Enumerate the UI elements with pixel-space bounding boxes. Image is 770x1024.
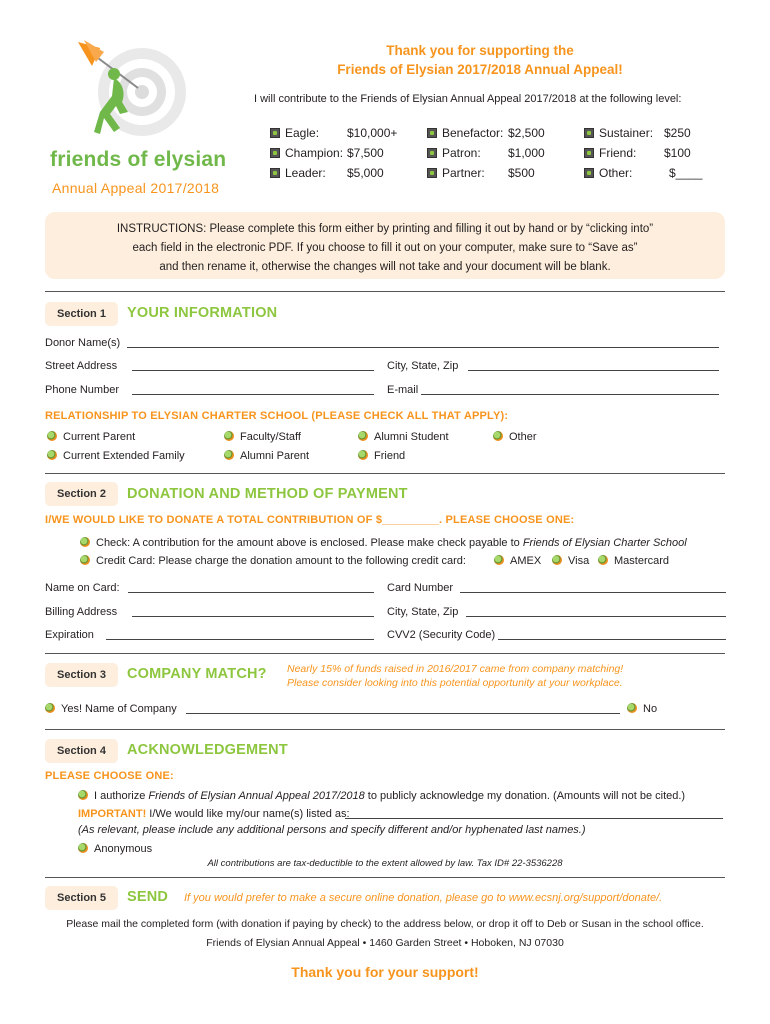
phone-label: Phone Number bbox=[45, 384, 119, 396]
checkbox-icon bbox=[270, 148, 280, 158]
expiration-label: Expiration bbox=[45, 629, 94, 641]
instructions-box: INSTRUCTIONS: Please complete this form either by printing and filling it out by hand or by “clicking into” each field in the electronic PDF. If you choose to fill it out on your computer, make sure to “Save as” and then rename it, otherwise the changes will not take and your document will be blank. bbox=[45, 212, 725, 279]
radio-icon bbox=[78, 790, 88, 800]
name-on-card-label: Name on Card: bbox=[45, 582, 120, 594]
option-alumni-student[interactable]: Alumni Student bbox=[358, 431, 449, 443]
level-champion[interactable]: Champion: $7,500 bbox=[270, 146, 384, 160]
mailing-address: Friends of Elysian Annual Appeal • 1460 Garden Street • Hoboken, NJ 07030 bbox=[206, 937, 564, 949]
level-other[interactable]: Other: $____ bbox=[584, 166, 702, 180]
radio-icon bbox=[78, 843, 88, 853]
option-amex[interactable]: AMEX bbox=[494, 555, 541, 567]
relationship-label: RELATIONSHIP TO ELYSIAN CHARTER SCHOOL (PLEASE CHECK ALL THAT APPLY): bbox=[45, 410, 509, 422]
section2-title: DONATION AND METHOD OF PAYMENT bbox=[127, 486, 408, 502]
option-visa[interactable]: Visa bbox=[552, 555, 589, 567]
email-field[interactable] bbox=[421, 383, 719, 395]
checkbox-icon bbox=[270, 168, 280, 178]
option-company-no[interactable]: No bbox=[627, 703, 657, 715]
divider bbox=[45, 877, 725, 878]
divider bbox=[45, 473, 725, 474]
instructions-lead: INSTRUCTIONS: bbox=[116, 223, 207, 235]
option-current-extended-family[interactable]: Current Extended Family bbox=[47, 450, 185, 462]
street-field[interactable] bbox=[132, 359, 374, 371]
checkbox-icon bbox=[584, 168, 594, 178]
level-sustainer[interactable]: Sustainer: $250 bbox=[584, 126, 691, 140]
phone-field[interactable] bbox=[132, 383, 374, 395]
expiration-field[interactable] bbox=[106, 628, 374, 640]
header-title-line2: Friends of Elysian 2017/2018 Annual Appeal! bbox=[337, 62, 623, 77]
option-alumni-parent[interactable]: Alumni Parent bbox=[224, 450, 309, 462]
donation-total-label: I/WE WOULD LIKE TO DONATE A TOTAL CONTRIBUTION OF $_________. PLEASE CHOOSE ONE: bbox=[45, 514, 575, 526]
option-faculty-staff[interactable]: Faculty/Staff bbox=[224, 431, 301, 443]
section3-title: COMPANY MATCH? bbox=[127, 666, 267, 682]
section5-title: SEND bbox=[127, 889, 169, 905]
radio-icon bbox=[47, 450, 57, 460]
radio-icon bbox=[627, 703, 637, 713]
section5-badge: Section 5 bbox=[45, 886, 118, 910]
billing-field[interactable] bbox=[132, 605, 374, 617]
cvv-field[interactable] bbox=[498, 628, 726, 640]
target-arrow-figure-icon bbox=[70, 40, 190, 145]
radio-icon bbox=[598, 555, 608, 565]
checkbox-icon bbox=[584, 148, 594, 158]
option-other[interactable]: Other bbox=[493, 431, 537, 443]
tax-note: All contributions are tax-deductible to the extent allowed by law. Tax ID# 22-3536228 bbox=[207, 858, 563, 869]
checkbox-icon bbox=[427, 128, 437, 138]
online-donation-note: If you would prefer to make a secure online donation, please go to www.ecsnj.org/support/donate/. bbox=[184, 892, 663, 904]
option-credit-card[interactable]: Credit Card: Please charge the donation amount to the following credit card: bbox=[80, 555, 466, 567]
radio-icon bbox=[552, 555, 562, 565]
cvv-label: CVV2 (Security Code) bbox=[387, 629, 496, 641]
relevant-note: (As relevant, please include any additional persons and specify different and/or hyphenated last names.) bbox=[78, 824, 586, 836]
radio-icon bbox=[358, 431, 368, 441]
section2-badge: Section 2 bbox=[45, 482, 118, 506]
option-anonymous[interactable]: Anonymous bbox=[78, 843, 152, 855]
divider bbox=[45, 653, 725, 654]
option-friend[interactable]: Friend bbox=[358, 450, 405, 462]
checkbox-icon bbox=[427, 168, 437, 178]
card-number-field[interactable] bbox=[460, 581, 726, 593]
radio-icon bbox=[494, 555, 504, 565]
billing-city-field[interactable] bbox=[466, 605, 726, 617]
option-authorize[interactable]: I authorize Friends of Elysian Annual Appeal 2017/2018 to publicly acknowledge my donation. (Amounts will not be cited.) bbox=[78, 790, 685, 802]
company-name-field[interactable] bbox=[186, 702, 620, 714]
checkbox-icon bbox=[270, 128, 280, 138]
company-match-note1: Nearly 15% of funds raised in 2016/2017 came from company matching! bbox=[287, 663, 624, 675]
radio-icon bbox=[358, 450, 368, 460]
divider bbox=[45, 291, 725, 292]
radio-icon bbox=[224, 431, 234, 441]
section1-title: YOUR INFORMATION bbox=[127, 305, 278, 321]
option-company-yes[interactable]: Yes! Name of Company bbox=[45, 703, 177, 715]
billing-label: Billing Address bbox=[45, 606, 118, 618]
city-label: City, State, Zip bbox=[387, 360, 459, 372]
logo-name: friends of elysian bbox=[50, 148, 227, 171]
city-field[interactable] bbox=[468, 359, 719, 371]
section3-badge: Section 3 bbox=[45, 663, 118, 687]
level-patron[interactable]: Patron: $1,000 bbox=[427, 146, 545, 160]
names-listed-field[interactable] bbox=[345, 807, 723, 819]
donor-names-field[interactable] bbox=[127, 336, 719, 348]
mail-instructions: Please mail the completed form (with donation if paying by check) to the address below, or drop it off to Deb or Susan in the school office. bbox=[66, 918, 704, 930]
name-on-card-field[interactable] bbox=[128, 581, 374, 593]
section4-title: ACKNOWLEDGEMENT bbox=[127, 742, 288, 758]
card-number-label: Card Number bbox=[387, 582, 454, 594]
radio-icon bbox=[45, 703, 55, 713]
checkbox-icon bbox=[584, 128, 594, 138]
radio-icon bbox=[224, 450, 234, 460]
company-match-note2: Please consider looking into this potential opportunity at your workplace. bbox=[287, 677, 623, 689]
radio-icon bbox=[493, 431, 503, 441]
radio-icon bbox=[47, 431, 57, 441]
section4-badge: Section 4 bbox=[45, 739, 118, 763]
checkbox-icon bbox=[427, 148, 437, 158]
level-eagle[interactable]: Eagle: $10,000+ bbox=[270, 126, 397, 140]
billing-city-label: City, State, Zip bbox=[387, 606, 459, 618]
level-partner[interactable]: Partner: $500 bbox=[427, 166, 535, 180]
thank-you-footer: Thank you for your support! bbox=[291, 964, 479, 980]
level-benefactor[interactable]: Benefactor: $2,500 bbox=[427, 126, 545, 140]
level-leader[interactable]: Leader: $5,000 bbox=[270, 166, 384, 180]
radio-icon bbox=[80, 537, 90, 547]
levels-intro: I will contribute to the Friends of Elysian Annual Appeal 2017/2018 at the following level: bbox=[254, 93, 682, 105]
option-check[interactable]: Check: A contribution for the amount above is enclosed. Please make check payable to Friends of Elysian Charter School bbox=[80, 537, 687, 549]
option-mastercard[interactable]: Mastercard bbox=[598, 555, 669, 567]
section1-badge: Section 1 bbox=[45, 302, 118, 326]
logo-subtitle: Annual Appeal 2017/2018 bbox=[52, 180, 220, 196]
street-label: Street Address bbox=[45, 360, 118, 372]
ack-choose-label: PLEASE CHOOSE ONE: bbox=[45, 770, 174, 782]
email-label: E-mail bbox=[387, 384, 419, 396]
divider bbox=[45, 729, 725, 730]
donor-names-label: Donor Name(s) bbox=[45, 337, 121, 349]
names-listed-label: IMPORTANT! I/We would like my/our name(s) listed as: bbox=[78, 808, 350, 820]
level-friend[interactable]: Friend: $100 bbox=[584, 146, 691, 160]
option-current-parent[interactable]: Current Parent bbox=[47, 431, 135, 443]
radio-icon bbox=[80, 555, 90, 565]
header-title-line1: Thank you for supporting the bbox=[386, 43, 574, 58]
